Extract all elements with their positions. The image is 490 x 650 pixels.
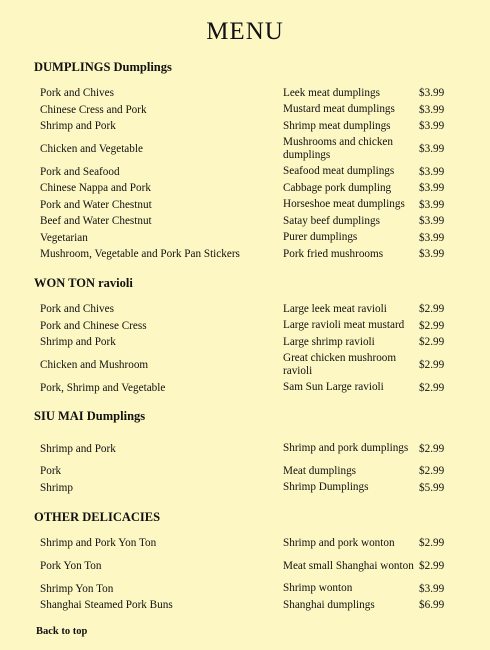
item-name: Pork and Chinese Cress [40,319,147,332]
menu-item [40,434,454,463]
item-name: Pork and Water Chestnut [40,198,152,211]
page-title: MENU [206,18,284,45]
menu-section-other-delicacies [34,508,454,612]
item-price: $3.99 [419,215,445,228]
item-price: $2.99 [419,319,445,332]
item-alt-name: Great chicken mushroom ravioli [283,352,397,377]
item-name: Pork Yon Ton [40,560,102,572]
item-alt-name: Shrimp wonton [283,582,353,595]
menu-item [40,552,454,581]
item-price: $3.99 [419,103,445,116]
item-alt-name: Shrimp and pork wonton [283,536,395,549]
menu-item [40,351,454,380]
item-alt-name: Seafood meat dumplings [283,165,395,178]
item-price: $3.99 [419,582,445,595]
item-alt-name: Shrimp Dumplings [283,481,369,494]
item-alt-name: Cabbage pork dumpling [283,181,392,194]
item-alt-name: Pork fried mushrooms [283,247,384,260]
menu-item [40,118,454,135]
item-price: $3.99 [419,143,445,155]
item-name: Chicken and Vegetable [40,143,143,155]
item-name: Shrimp and Pork [40,336,116,349]
item-price: $2.99 [419,303,445,316]
item-alt-name: Meat small Shanghai wonton [283,559,414,572]
menu-item [40,463,454,480]
item-alt-name: Shrimp and pork dumplings [283,442,409,454]
item-price: $2.99 [419,381,445,394]
item-price: $2.99 [419,359,445,371]
menu-item [40,230,454,247]
back-to-top-link[interactable]: Back to top [36,626,88,637]
menu-item [40,180,454,197]
item-name: Shrimp and Pork [40,442,116,455]
item-price: $6.99 [419,599,445,612]
section-heading: SIU MAI Dumplings [34,409,146,423]
item-name: Chinese Cress and Pork [40,103,147,116]
item-name: Chinese Nappa and Pork [40,182,151,195]
menu-item [40,135,454,164]
menu-item [40,85,454,102]
menu-section-won-ton [34,274,454,394]
menu-item [40,380,454,397]
menu-item [40,246,454,263]
item-alt-name: Shanghai dumplings [283,598,375,611]
item-price: $3.99 [419,120,445,133]
item-price: $3.99 [419,198,445,211]
menu-item [40,597,454,614]
item-name: Mushroom, Vegetable and Pork Pan Stickers [40,248,240,261]
menu-item [40,480,454,497]
item-price: $2.99 [419,442,445,455]
item-alt-name: Shrimp meat dumplings [283,119,391,132]
section-heading: DUMPLINGS Dumplings [34,60,172,74]
section-heading: WON TON ravioli [34,276,133,290]
menu-item [40,581,454,598]
item-alt-name: Satay beef dumplings [283,214,380,227]
item-name: Pork and Chives [40,87,114,100]
menu-item [40,301,454,318]
item-price: $2.99 [419,537,445,550]
menu-item [40,318,454,335]
item-price: $2.99 [419,560,445,572]
item-alt-name: Large leek meat ravioli [283,302,387,315]
item-price: $3.99 [419,231,445,244]
item-name: Pork [40,465,62,478]
item-alt-name: Purer dumplings [283,231,358,244]
section-heading: OTHER DELICACIES [34,510,161,524]
item-name: Shrimp Yon Ton [40,582,114,595]
item-price: $3.99 [419,182,445,195]
item-name: Pork and Seafood [40,165,120,178]
item-name: Vegetarian [40,231,88,244]
item-price: $3.99 [419,165,445,178]
item-name: Shrimp [40,481,73,494]
item-alt-name: Large ravioli meat mustard [283,319,405,332]
item-name: Shrimp and Pork Yon Ton [40,537,157,550]
item-name: Beef and Water Chestnut [40,215,152,228]
menu-section-dumplings [34,58,454,261]
menu-item [40,334,454,351]
item-name: Shrimp and Pork [40,120,116,133]
item-price: $3.99 [419,248,445,261]
item-name: Shanghai Steamed Pork Buns [40,599,173,612]
menu-section-siu-mai [34,407,454,494]
item-price: $2.99 [419,336,445,349]
menu-item [40,102,454,119]
item-alt-name: Leek meat dumplings [283,86,380,99]
menu-item [40,535,454,552]
item-price: $5.99 [419,481,445,494]
menu-item [40,197,454,214]
menu-item [40,164,454,181]
item-name: Pork, Shrimp and Vegetable [40,381,166,394]
item-alt-name: Sam Sun Large ravioli [283,381,384,394]
item-alt-name: Mustard meat dumplings [283,103,395,116]
item-price: $3.99 [419,87,445,100]
item-alt-name: Horseshoe meat dumplings [283,198,405,211]
menu-item [40,213,454,230]
item-alt-name: Large shrimp ravioli [283,335,375,348]
item-alt-name: Meat dumplings [283,464,357,477]
item-name: Pork and Chives [40,303,114,316]
item-price: $2.99 [419,465,445,478]
item-alt-name: Mushrooms and chicken dumplings [283,136,393,161]
item-name: Chicken and Mushroom [40,359,149,371]
